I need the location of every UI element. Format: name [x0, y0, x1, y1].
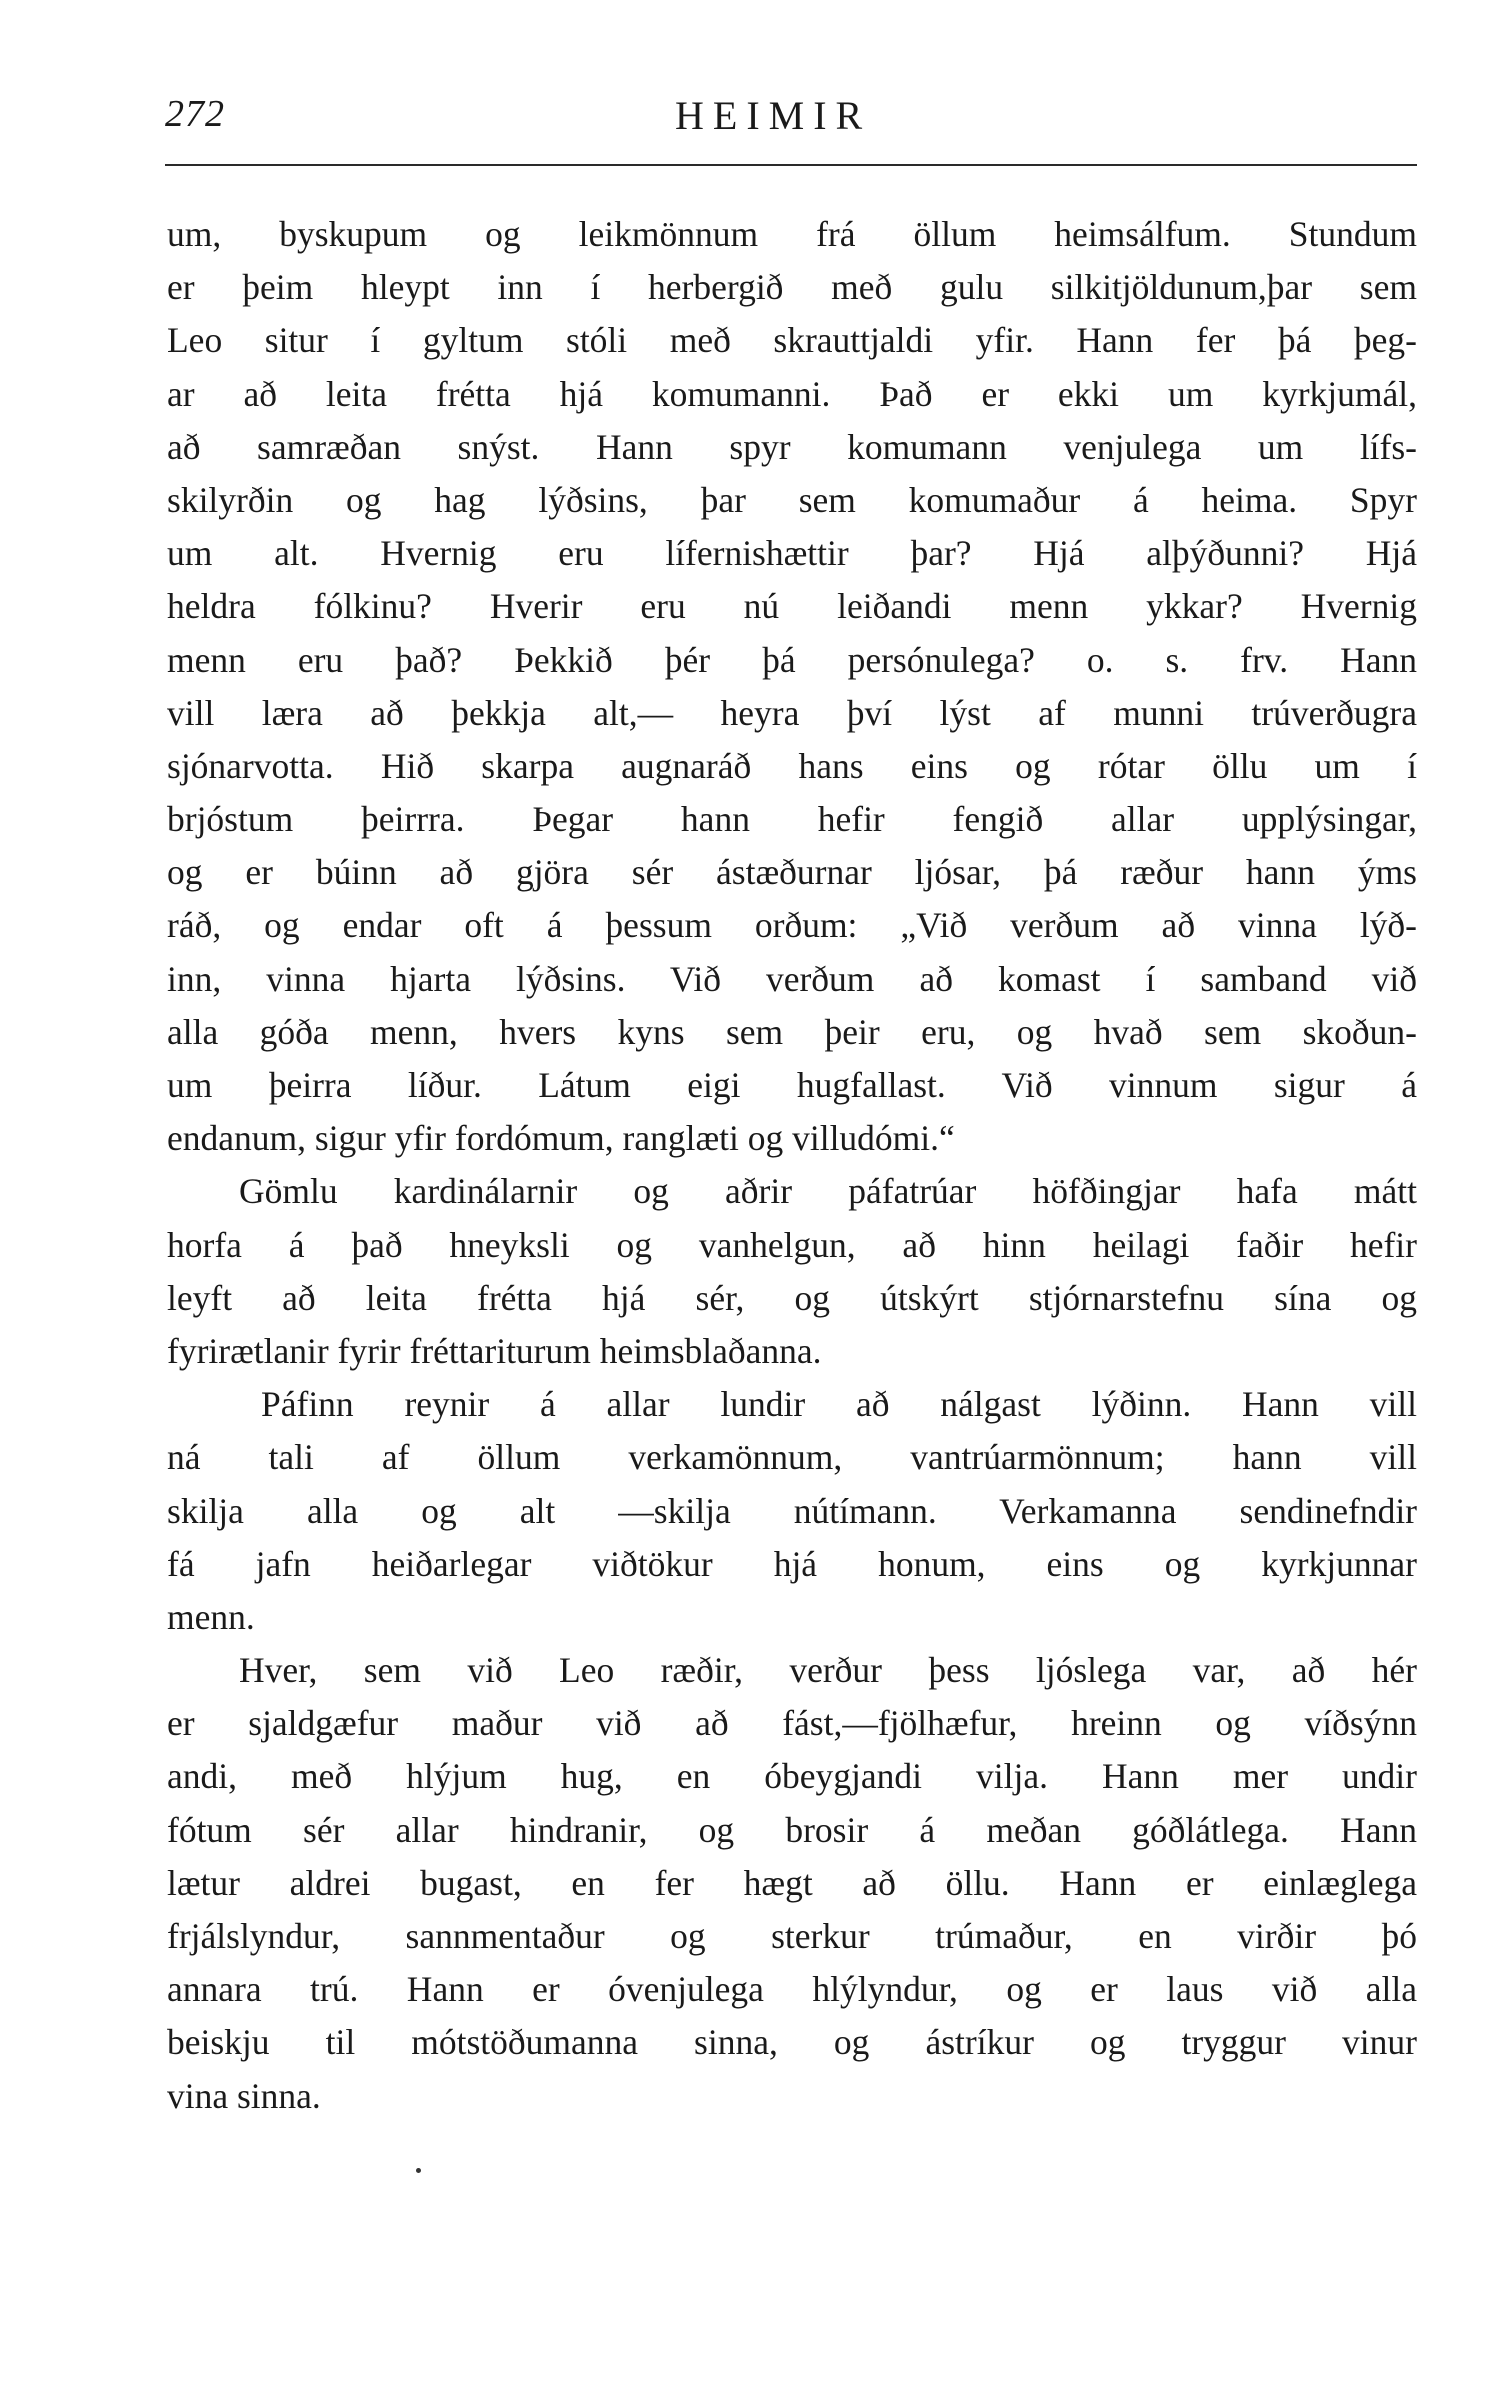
text-line: lætur aldrei bugast, en fer hægt að öllu. Hann er einlæglega: [167, 1862, 1417, 1903]
text-line: leyft að leita frétta hjá sér, og útskýrt stjórnarstefnu sína og: [167, 1277, 1417, 1318]
text-line: að samræðan snýst. Hann spyr komumann venjulega um lífs-: [167, 426, 1417, 467]
text-line: um, byskupum og leikmönnum frá öllum heimsálfum. Stundum: [167, 214, 1417, 254]
text-line: ná tali af öllum verkamönnum, vantrúarmönnum; hann vill: [167, 1437, 1417, 1478]
text-line: vill læra að þekkja alt,— heyra því lýst af munni trúverðugra: [167, 692, 1417, 733]
text-line: sjónarvotta. Hið skarpa augnaráð hans eins og rótar öllu um í: [167, 745, 1417, 786]
text-line: Hver, sem við Leo ræðir, verður þess ljóslega var, að hér: [239, 1650, 1417, 1691]
text-line: fá jafn heiðarlegar viðtökur hjá honum, eins og kyrkjunnar: [167, 1543, 1417, 1584]
text-line: andi, með hlýjum hug, en óbeygjandi vilja. Hann mer undir: [167, 1756, 1417, 1797]
text-line: Páfinn reynir á allar lundir að nálgast lýðinn. Hann vill: [261, 1384, 1417, 1425]
text-line: ráð, og endar oft á þessum orðum: „Við verðum að vinna lýð-: [167, 905, 1417, 946]
header-rule: [165, 164, 1417, 166]
page-header: [165, 92, 1415, 152]
text-line: skilja alla og alt —skilja nútímann. Verkamanna sendinefndir: [167, 1490, 1417, 1531]
text-line: fótum sér allar hindranir, og brosir á meðan góðlátlega. Hann: [167, 1809, 1417, 1850]
text-line: um þeirra líður. Látum eigi hugfallast. Við vinnum sigur á: [167, 1065, 1417, 1105]
text-line: beiskju til mótstöðumanna sinna, og ástríkur og tryggur vinur: [167, 2022, 1417, 2063]
body-text: [167, 208, 1417, 2123]
text-line: menn.: [167, 1596, 255, 1637]
text-line: og er búinn að gjöra sér ástæðurnar ljósar, þá ræður hann ýms: [167, 852, 1417, 893]
text-line: ar að leita frétta hjá komumanni. Það er ekki um kyrkjumál,: [167, 373, 1417, 414]
running-title: HEIMIR: [675, 93, 872, 138]
text-line: er þeim hleypt inn í herbergið með gulu silkitjöldunum,þar sem: [167, 267, 1417, 308]
text-line: Leo situr í gyltum stóli með skrauttjaldi yfir. Hann fer þá þeg-: [167, 320, 1417, 361]
text-line: brjóstum þeirrra. Þegar hann hefir fengið allar upplýsingar,: [167, 799, 1417, 840]
text-line: skilyrðin og hag lýðsins, þar sem komumaður á heima. Spyr: [167, 479, 1417, 520]
text-line: Gömlu kardinálarnir og aðrir páfatrúar höfðingjar hafa mátt: [239, 1171, 1417, 1212]
text-line: endanum, sigur yfir fordómum, ranglæti og villudómi.“: [167, 1118, 955, 1159]
text-line: horfa á það hneyksli og vanhelgun, að hinn heilagi faðir hefir: [167, 1224, 1417, 1265]
text-line: annara trú. Hann er óvenjulega hlýlyndur, og er laus við alla: [167, 1969, 1417, 2010]
text-line: frjálslyndur, sannmentaður og sterkur trúmaður, en virðir þó: [167, 1916, 1417, 1956]
text-line: menn eru það? Þekkið þér þá persónulega? o. s. frv. Hann: [167, 639, 1417, 680]
text-line: heldra fólkinu? Hverir eru nú leiðandi menn ykkar? Hvernig: [167, 586, 1417, 627]
text-line: alla góða menn, hvers kyns sem þeir eru, og hvað sem skoðun-: [167, 1011, 1417, 1052]
ink-speck: [416, 2168, 421, 2173]
page-number: 272: [165, 93, 225, 135]
text-line: um alt. Hvernig eru lífernishættir þar? Hjá alþýðunni? Hjá: [167, 533, 1417, 574]
text-line: vina sinna.: [167, 2075, 321, 2116]
text-line: fyrirætlanir fyrir fréttariturum heimsblaðanna.: [167, 1330, 822, 1371]
text-line: er sjaldgæfur maður við að fást,—fjölhæfur, hreinn og víðsýnn: [167, 1703, 1417, 1744]
text-line: inn, vinna hjarta lýðsins. Við verðum að komast í samband við: [167, 958, 1417, 999]
